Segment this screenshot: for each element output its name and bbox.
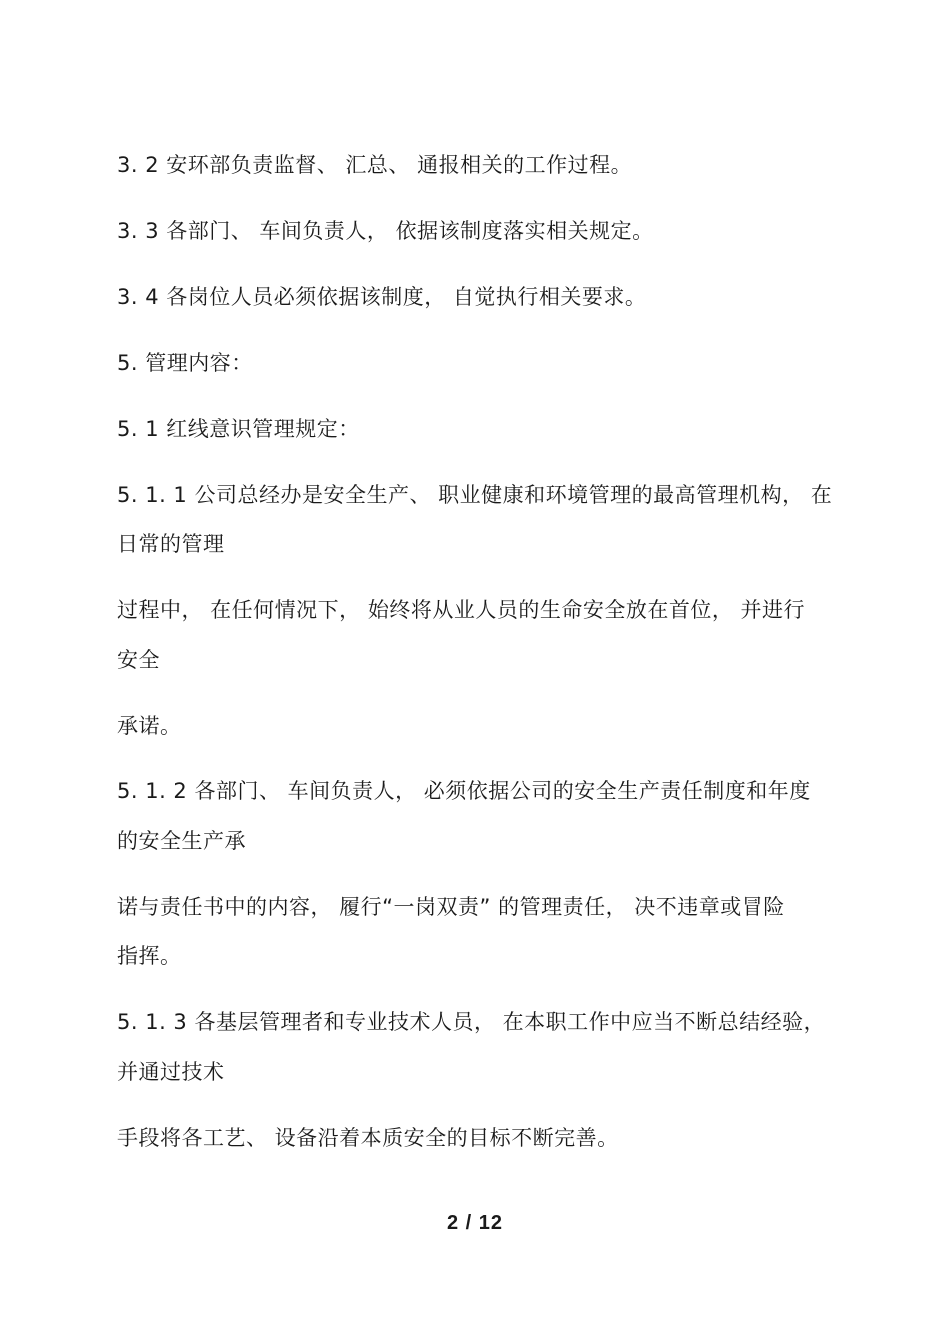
paragraph-5-1-1-line-5: 承诺。 <box>117 714 182 738</box>
paragraph-5-1-3-line-1: 5. 1. 3 各基层管理者和专业技术人员， 在本职工作中应当不断总结经验， <box>117 1010 826 1034</box>
paragraph-5-1-2-line-1: 5. 1. 2 各部门、 车间负责人， 必须依据公司的安全生产责任制度和年度 <box>117 779 811 803</box>
paragraph-3-2: 3. 2 安环部负责监督、 汇总、 通报相关的工作过程。 <box>117 153 633 177</box>
paragraph-5-1-2-line-4: 指挥。 <box>117 944 182 968</box>
page-number: 2 / 12 <box>446 1212 504 1234</box>
paragraph-5-1-2-line-3: 诺与责任书中的内容， 履行“一岗双责” 的管理责任， 决不违章或冒险 <box>117 895 785 919</box>
paragraph-5-1-1-line-3: 过程中， 在任何情况下， 始终将从业人员的生命安全放在首位， 并进行 <box>117 598 806 622</box>
paragraph-3-3: 3. 3 各部门、 车间负责人， 依据该制度落实相关规定。 <box>117 219 654 243</box>
paragraph-5-1-3-line-3: 手段将各工艺、 设备沿着本质安全的目标不断完善。 <box>117 1126 619 1150</box>
heading-5: 5. 管理内容： <box>117 351 253 375</box>
paragraph-3-4: 3. 4 各岗位人员必须依据该制度， 自觉执行相关要求。 <box>117 285 647 309</box>
paragraph-5-1-1-line-2: 日常的管理 <box>117 532 225 556</box>
paragraph-5-1-2-line-2: 的安全生产承 <box>117 829 246 853</box>
paragraph-5-1-1-line-1: 5. 1. 1 公司总经办是安全生产、 职业健康和环境管理的最高管理机构， 在 <box>117 483 833 507</box>
paragraph-5-1-3-line-2: 并通过技术 <box>117 1060 225 1084</box>
heading-5-1: 5. 1 红线意识管理规定： <box>117 417 360 441</box>
paragraph-5-1-1-line-4: 安全 <box>117 648 160 672</box>
